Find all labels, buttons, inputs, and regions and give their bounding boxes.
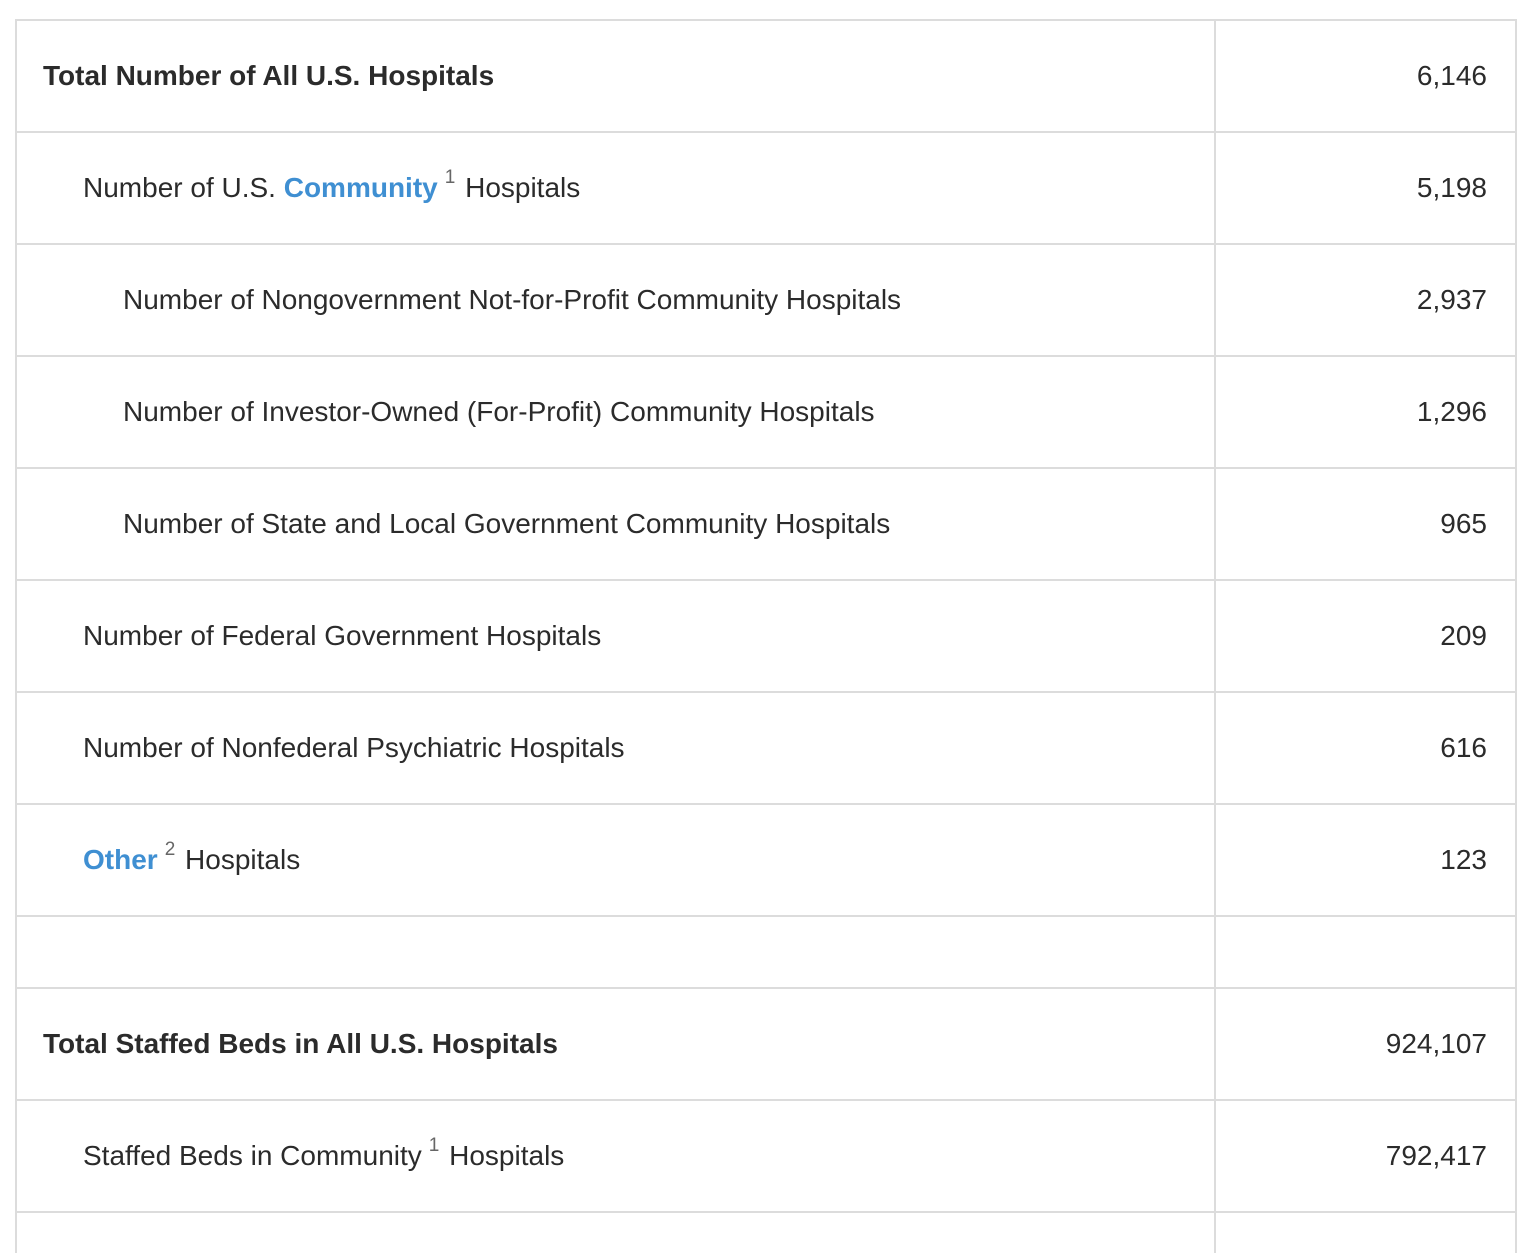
row-label-total-hospitals: Total Number of All U.S. Hospitals [16, 20, 1215, 132]
table-row [16, 132, 1516, 244]
row-label-nonfederal-psychiatric: Number of Nonfederal Psychiatric Hospitals [16, 692, 1215, 804]
row-label-federal-government: Number of Federal Government Hospitals [16, 580, 1215, 692]
row-label-other-hospitals [16, 804, 1215, 916]
table-row-partial [16, 1212, 1516, 1253]
row-value-community-hospitals: 5,198 [1215, 132, 1516, 244]
label-suffix: Hospitals [185, 844, 301, 875]
row-value-other-hospitals: 123 [1215, 804, 1516, 916]
partial-cell [1215, 1212, 1516, 1253]
row-label-staffed-beds-community [16, 1100, 1215, 1212]
table-row [16, 468, 1516, 580]
row-value-staffed-beds-community: 792,417 [1215, 1100, 1516, 1212]
hospital-statistics-table-container [15, 19, 1515, 1253]
row-label-community-hospitals [16, 132, 1215, 244]
other-link[interactable]: Other [83, 844, 158, 875]
row-label-state-local-government: Number of State and Local Government Community Hospitals [16, 468, 1215, 580]
partial-cell [16, 1212, 1215, 1253]
spacer-row [16, 916, 1516, 988]
table-row [16, 244, 1516, 356]
spacer-cell [1215, 916, 1516, 988]
row-label-total-staffed-beds: Total Staffed Beds in All U.S. Hospitals [16, 988, 1215, 1100]
table-row [16, 692, 1516, 804]
label-prefix: Number of U.S. [83, 172, 276, 203]
row-label-investor-owned: Number of Investor-Owned (For-Profit) Community Hospitals [16, 356, 1215, 468]
row-value-investor-owned: 1,296 [1215, 356, 1516, 468]
table-row [16, 988, 1516, 1100]
label-prefix: Staffed Beds in Community [83, 1140, 422, 1171]
row-value-total-staffed-beds: 924,107 [1215, 988, 1516, 1100]
row-value-nongovernment-not-for-profit: 2,937 [1215, 244, 1516, 356]
table-row [16, 580, 1516, 692]
footnote-marker[interactable]: 1 [428, 1135, 440, 1156]
table-row [16, 804, 1516, 916]
footnote-marker[interactable]: 2 [164, 839, 176, 860]
table-row [16, 20, 1516, 132]
row-value-nonfederal-psychiatric: 616 [1215, 692, 1516, 804]
hospital-statistics-table [15, 19, 1517, 1253]
table-row [16, 356, 1516, 468]
spacer-cell [16, 916, 1215, 988]
table-row [16, 1100, 1516, 1212]
row-value-total-hospitals: 6,146 [1215, 20, 1516, 132]
label-suffix: Hospitals [465, 172, 581, 203]
row-value-state-local-government: 965 [1215, 468, 1516, 580]
row-value-federal-government: 209 [1215, 580, 1516, 692]
footnote-marker[interactable]: 1 [444, 167, 456, 188]
community-link[interactable]: Community [283, 172, 438, 203]
row-label-nongovernment-not-for-profit: Number of Nongovernment Not-for-Profit Community Hospitals [16, 244, 1215, 356]
label-suffix: Hospitals [449, 1140, 565, 1171]
